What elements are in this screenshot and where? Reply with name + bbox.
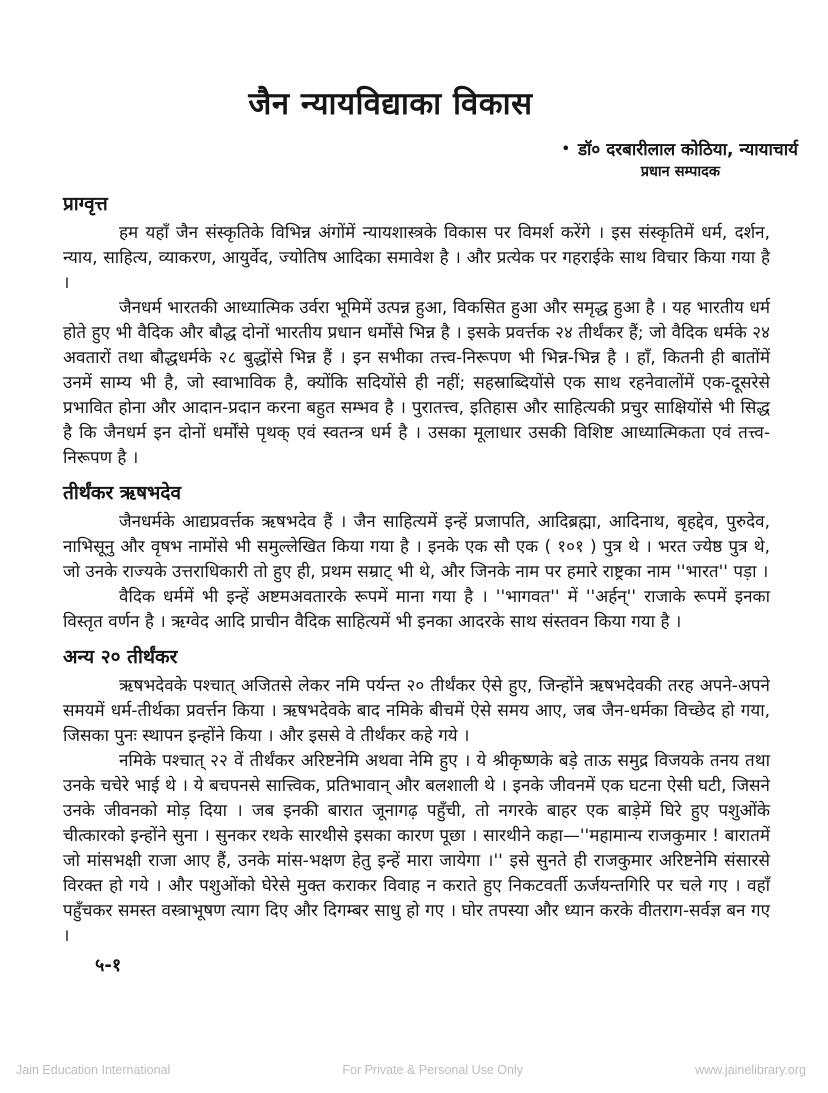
page-title: जैन न्यायविद्याका विकास xyxy=(248,86,533,122)
paragraph: जैनधर्मके आद्यप्रवर्त्तक ऋषभदेव हैं । जैन साहित्यमें इन्हें प्रजापति, आदिब्रह्मा, आदिनाथ, बृहद्देव, पुरुदेव, नाभिसूनु और वृषभ नामोंसे भी समुल्लेखित किया गया है । इनके एक सौ एक ( १०१ ) पुत्र थे । भरत ज्येष्ठ पुत्र थे, जो उनके राज्यके उत्तराधिकारी तो हुए ही, प्रथम सम्राट् भी थे, और जिनके नाम पर हमारे राष्ट्रका नाम ''भारत'' पड़ा । xyxy=(63,512,770,582)
author-line xyxy=(63,138,798,162)
section-anya-20-tirthankar xyxy=(63,644,770,949)
author-name: डॉ० दरबारीलाल कोठिया, न्यायाचार्य xyxy=(577,140,798,160)
paragraph: जैनधर्म भारतकी आध्यात्मिक उर्वरा भूमिमें उत्पन्न हुआ, विकसित हुआ और समृद्ध हुआ है । यह भारतीय धर्म होते हुए भी वैदिक और बौद्ध दोनों भारतीय प्रधान धर्मोंसे भिन्न है । इसके प्रवर्त्तक २४ तीर्थंकर हैं; जो वैदिक धर्मके २४ अवतारों तथा बौद्धधर्मके २८ बुद्धोंसे भिन्न हैं । इन सभीका तत्त्व-निरूपण भी भिन्न-भिन्न है । हाँ, कितनी ही बातोंमें उनमें साम्य भी है, जो स्वाभाविक है, क्योंकि सदियोंसे ही नहीं; सहस्राब्दियोंसे एक साथ रहनेवालोंमें एक-दूसरेसे प्रभावित होना और आदान-प्रदान करना बहुत सम्भव है । पुरातत्त्व, इतिहास और साहित्यकी प्रचुर साक्षियोंसे भी सिद्ध है कि जैनधर्म इन दोनों धर्मोंसे पृथक् एवं स्वतन्त्र धर्म है । उसका मूलाधार उसकी विशिष्ट आध्यात्मिकता एवं तत्त्व-निरूपण है । xyxy=(63,298,770,468)
section-heading: तीर्थंकर ऋषभदेव xyxy=(63,482,182,504)
signature-mark: ५-१ xyxy=(95,955,122,976)
author-role: प्रधान सम्पादक xyxy=(640,164,720,180)
paragraph: हम यहाँ जैन संस्कृतिके विभिन्न अंगोंमें न्यायशास्त्रके विकास पर विमर्श करेंगे । इस संस्कृतिमें धर्म, दर्शन, न्याय, साहित्य, व्याकरण, आयुर्वेद, ज्योतिष आदिका समावेश है । और प्रत्येक पर गहराईके साथ विचार किया गया है । xyxy=(63,223,770,293)
paragraph: वैदिक धर्ममें भी इन्हें अष्टमअवतारके रूपमें माना गया है । ''भागवत'' में ''अर्हन्'' राजाके रूपमें इनका विस्तृत वर्णन है । ऋग्वेद आदि प्राचीन वैदिक साहित्यमें भी इनका आदरके साथ संस्तवन किया गया है । xyxy=(63,587,770,632)
paragraph: नमिके पश्चात् २२ वें तीर्थंकर अरिष्टनेमि अथवा नेमि हुए । ये श्रीकृष्णके बड़े ताऊ समुद्र विजयके तनय तथा उनके चचेरे भाई थे । ये बचपनसे सात्त्विक, प्रतिभावान् और बलशाली थे । इनके जीवनमें एक घटना ऐसी घटी, जिसने उनके जीवनको मोड़ दिया । जब इनकी बारात जूनागढ़ पहुँची, तो नगरके बाहर एक बाड़ेमें घिरे हुए पशुओंके चीत्कारको इन्होंने सुना । सुनकर रथके सारथीसे इसका कारण पूछा । सारथीने कहा—''महामान्य राजकुमार ! बारातमें जो मांसभक्षी राजा आए हैं, उनके मांस-भक्षण हेतु इन्हें मारा जायेगा ।'' इसे सुनते ही राजकुमार अरिष्टनेमि संसारसे विरक्त हो गये । और पशुओंको घेरेसे मुक्त कराकर विवाह न कराते हुए निकटवर्ती ऊर्जयन्तगिरि पर चले गए । वहाँ पहुँचकर समस्त वस्त्राभूषण त्याग दिए और दिगम्बर साधु हो गए । घोर तपस्या और ध्यान करके वीतराग-सर्वज्ञ बन गए । xyxy=(63,751,770,946)
section-heading: अन्य २० तीर्थंकर xyxy=(63,646,178,668)
bullet-icon: • xyxy=(561,142,570,157)
section-heading: प्राग्वृत्त xyxy=(63,193,108,215)
footer-center: For Private & Personal Use Only xyxy=(342,1063,523,1077)
paragraph: ऋषभदेवके पश्चात् अजितसे लेकर नमि पर्यन्त २० तीर्थंकर ऐसे हुए, जिन्होंने ऋषभदेवकी तरह अपने-अपने समयमें धर्म-तीर्थका प्रवर्त्तन किया । ऋषभदेवके बाद नमिके बीचमें ऐसे समय आए, जब जैन-धर्मका विच्छेद हो गया, जिसका पुनः स्थापन इन्होंने किया । और इससे वे तीर्थंकर कहे गये । xyxy=(63,676,770,746)
footer-right: www.jainelibrary.org xyxy=(695,1063,806,1077)
footer-left: Jain Education International xyxy=(16,1063,171,1077)
scan-footer xyxy=(0,1063,828,1077)
section-tirthankar-rishabhdev xyxy=(63,480,770,635)
byline xyxy=(63,138,798,182)
section-pragvritta xyxy=(63,191,770,471)
